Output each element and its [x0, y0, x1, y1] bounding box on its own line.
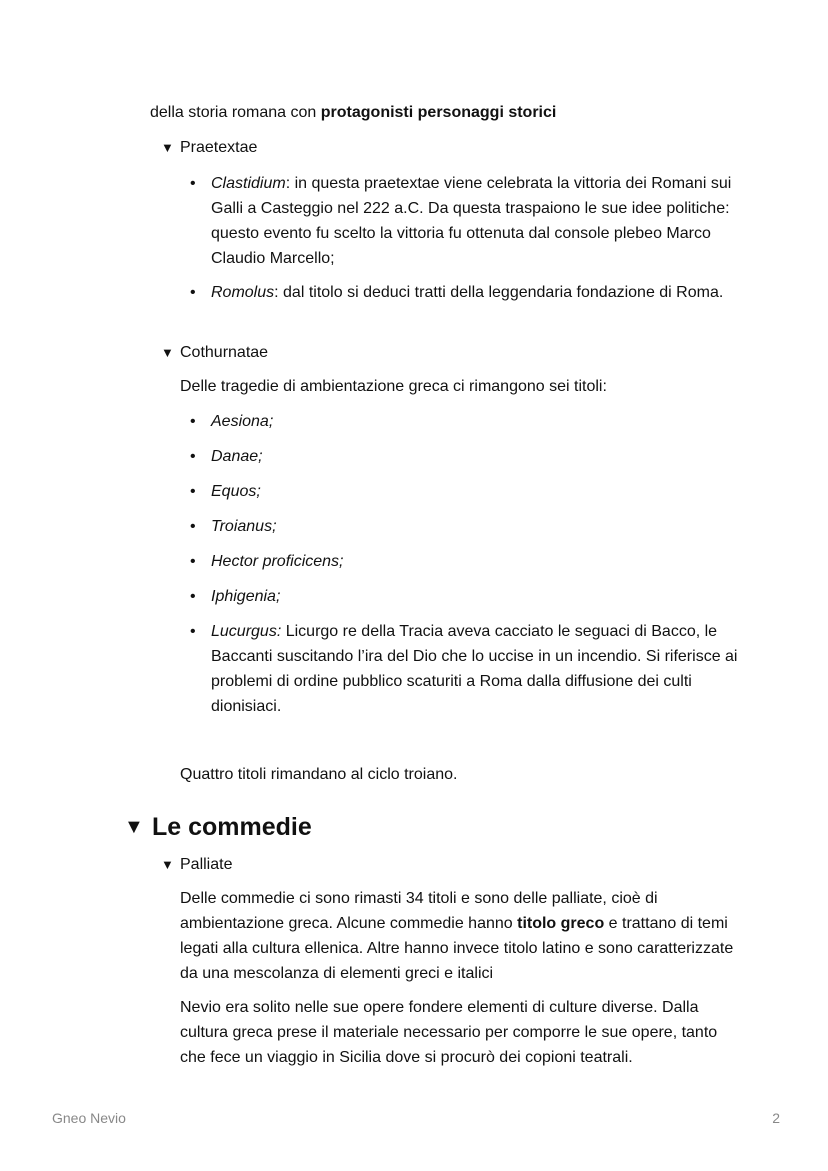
list-item [183, 549, 743, 574]
toggle-cothurnatae-label: Cothurnatae [180, 344, 269, 361]
triangle-down-icon[interactable]: ▼ [161, 345, 174, 360]
item-text: Licurgo re della Tracia aveva cacciato le seguaci di Bacco, le Baccanti suscitando l’ira del Dio che lo uccise in un incendio. Si riferisce ai problemi di ordine pubblico scaturiti a Roma dalla diffusione dei culti dionisiaci. [211, 623, 738, 715]
list-item-lucurgus [183, 619, 743, 719]
item-title: Troianus; [211, 518, 277, 535]
item-title: Clastidium [211, 175, 286, 192]
bullet-icon: • [190, 175, 196, 192]
triangle-down-icon[interactable]: ▼ [124, 815, 144, 838]
item-title: Iphigenia; [211, 588, 281, 605]
bullet-icon: • [190, 588, 196, 605]
toggle-praetextae-label: Praetextae [180, 139, 258, 156]
footer-title: Gneo Nevio [52, 1110, 126, 1126]
item-title: Hector proficicens; [211, 553, 344, 570]
list-item [183, 514, 743, 539]
cothurnatae-list [183, 409, 743, 719]
bullet-icon: • [190, 623, 196, 640]
item-text: : dal titolo si deduci tratti della leggendaria fondazione di Roma. [274, 284, 724, 301]
praetextae-list [183, 171, 743, 305]
bullet-icon: • [190, 413, 196, 430]
item-text: : in questa praetextae viene celebrata la vittoria dei Romani sui Galli a Casteggio nel 222 a.C. Da questa traspaiono le sue idee politiche: questo evento fu scelto la vittoria fu ottenuta dal console plebeo Marco Claudio Marcello; [211, 175, 732, 267]
section-heading-commedie: Le commedie [152, 813, 312, 841]
bullet-icon: • [190, 284, 196, 301]
bullet-icon: • [190, 483, 196, 500]
bullet-icon: • [190, 448, 196, 465]
bullet-icon: • [190, 518, 196, 535]
toggle-praetextae[interactable] [161, 138, 257, 158]
item-title: Romolus [211, 284, 275, 301]
list-item-clastidium [183, 171, 743, 271]
list-item [183, 409, 743, 434]
triangle-down-icon[interactable]: ▼ [161, 140, 174, 155]
list-item [183, 444, 743, 469]
list-item [183, 479, 743, 504]
triangle-down-icon[interactable]: ▼ [161, 857, 174, 872]
paragraph-text: Delle commedie ci sono rimasti 34 titoli e sono delle palliate, cioè di ambientazione greca. Alcune commedie hanno [180, 890, 658, 932]
toggle-cothurnatae[interactable] [161, 343, 268, 363]
item-title: Aesiona; [211, 413, 274, 430]
page-number: 2 [772, 1110, 780, 1126]
palliate-paragraph-2: Nevio era solito nelle sue opere fondere elementi di culture diverse. Dalla cultura greca prese il materiale necessario per comporre le sue opere, tanto che fece un viaggio in Sicilia dove si procurò dei copioni teatrali. [180, 999, 718, 1066]
paragraph-bold-text: titolo greco [517, 915, 605, 932]
intro-text: della storia romana con [150, 104, 321, 121]
item-title: Equos; [211, 483, 261, 500]
item-title: Lucurgus: [211, 623, 282, 640]
toggle-palliate[interactable] [161, 855, 232, 875]
cothurnatae-intro: Delle tragedie di ambientazione greca ci rimangono sei titoli: [180, 378, 607, 395]
intro-paragraph [150, 100, 750, 125]
palliate-paragraph-1 [180, 886, 740, 986]
toggle-commedie[interactable] [124, 812, 312, 842]
item-title: Danae; [211, 448, 263, 465]
list-item-romolus [183, 280, 743, 305]
list-item [183, 584, 743, 609]
paragraph-text: e trattano di temi legati alla cultura ellenica. Altre hanno invece titolo latino e sono caratterizzate da una mescolanza di elementi greci e italici [180, 915, 734, 982]
bullet-icon: • [190, 553, 196, 570]
toggle-palliate-label: Palliate [180, 856, 233, 873]
intro-bold-text: protagonisti personaggi storici [320, 104, 557, 121]
cothurnatae-note: Quattro titoli rimandano al ciclo troiano. [180, 766, 458, 783]
